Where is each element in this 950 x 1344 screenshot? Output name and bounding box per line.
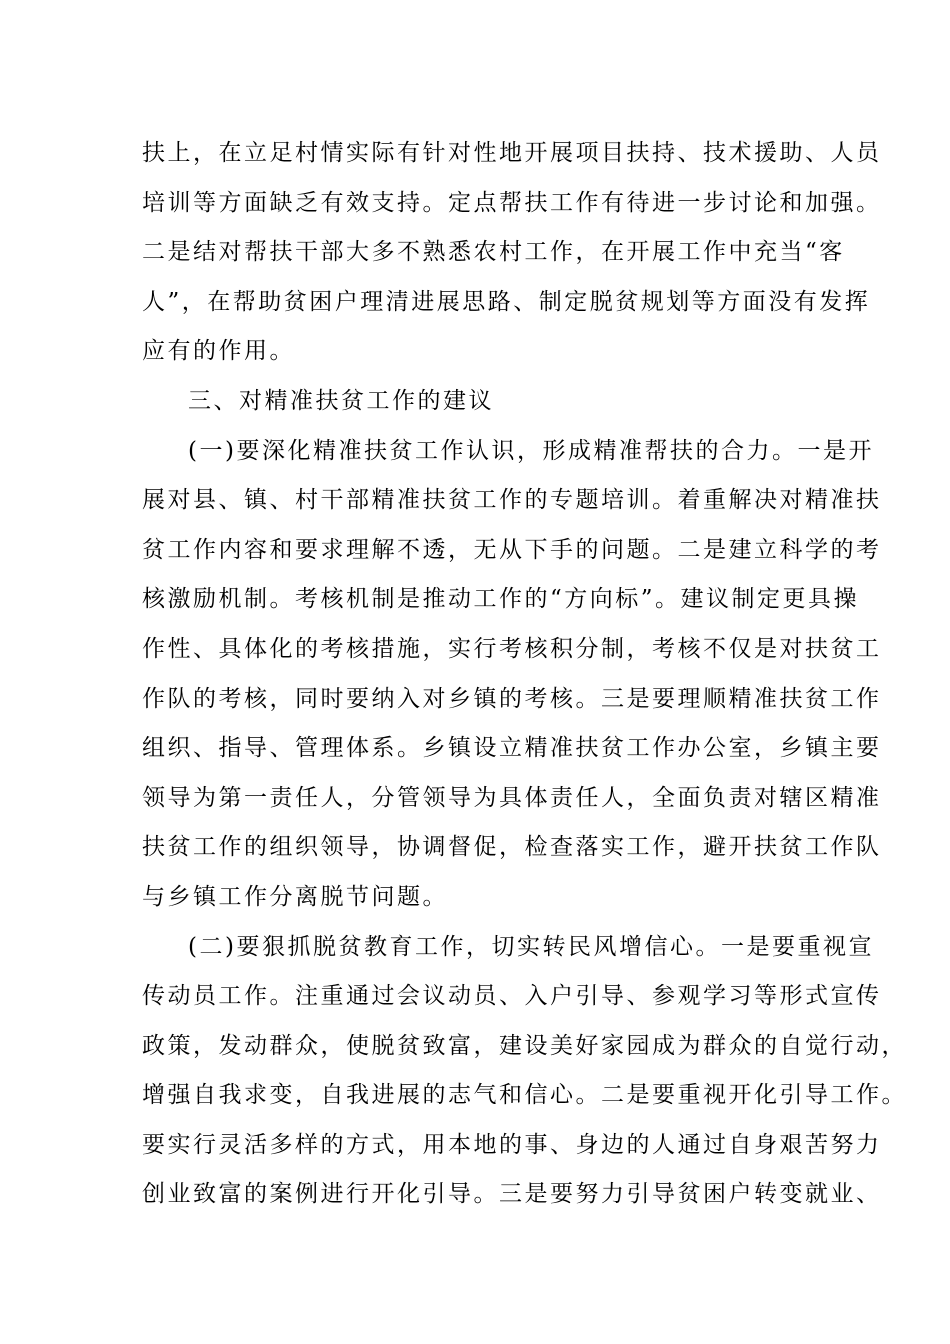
paragraph-line: 展对县、镇、村干部精准扶贫工作的专题培训。着重解决对精准扶 bbox=[142, 487, 882, 514]
paragraph-line: 创业致富的案例进行开化引导。三是要努力引导贫困户转变就业、 bbox=[142, 1181, 882, 1208]
section-heading: 三、对精准扶贫工作的建议 bbox=[188, 387, 494, 414]
paragraph-line: 领导为第一责任人，分管领导为具体责任人，全面负责对辖区精准 bbox=[142, 784, 882, 811]
paragraph-line: 组织、指导、管理体系。乡镇设立精准扶贫工作办公室，乡镇主要 bbox=[142, 735, 882, 762]
document-body bbox=[142, 129, 907, 1220]
paragraph-line: 作队的考核，同时要纳入对乡镇的考核。三是要理顺精准扶贫工作 bbox=[142, 685, 882, 712]
paragraph-line: 作性、具体化的考核措施，实行考核积分制，考核不仅是对扶贫工 bbox=[142, 635, 882, 662]
paragraph-line: 人”，在帮助贫困户理清进展思路、制定脱贫规划等方面没有发挥 bbox=[142, 288, 871, 315]
paragraph-line: 要实行灵活多样的方式，用本地的事、身边的人通过自身艰苦努力 bbox=[142, 1131, 882, 1158]
paragraph-line: 应有的作用。 bbox=[142, 338, 295, 365]
paragraph-line: 与乡镇工作分离脱节问题。 bbox=[142, 883, 448, 910]
paragraph-line: 增强自我求变，自我进展的志气和信心。二是要重视开化引导工作。 bbox=[142, 1082, 907, 1109]
paragraph-line: 扶上，在立足村情实际有针对性地开展项目扶持、技术援助、人员 bbox=[142, 140, 882, 166]
paragraph-line: 贫工作内容和要求理解不透，无从下手的问题。二是建立科学的考 bbox=[142, 536, 882, 563]
paragraph-line: (一)要深化精准扶贫工作认识，形成精准帮扶的合力。一是开 bbox=[188, 437, 874, 464]
paragraph-line: 政策，发动群众，使脱贫致富，建设美好家园成为群众的自觉行动， bbox=[142, 1032, 907, 1059]
paragraph-line: 传动员工作。注重通过会议动员、入户引导、参观学习等形式宣传 bbox=[142, 983, 882, 1010]
paragraph-line: (二)要狠抓脱贫教育工作，切实转民风增信心。一是要重视宣 bbox=[188, 933, 874, 960]
paragraph-line: 核激励机制。考核机制是推动工作的“方向标”。建议制定更具操 bbox=[142, 586, 860, 613]
paragraph-line: 扶贫工作的组织领导，协调督促，检查落实工作，避开扶贫工作队 bbox=[142, 834, 882, 861]
paragraph-line: 培训等方面缺乏有效支持。定点帮扶工作有待进一步讨论和加强。 bbox=[142, 189, 882, 216]
paragraph-line: 二是结对帮扶干部大多不熟悉农村工作，在开展工作中充当“客 bbox=[142, 239, 845, 266]
